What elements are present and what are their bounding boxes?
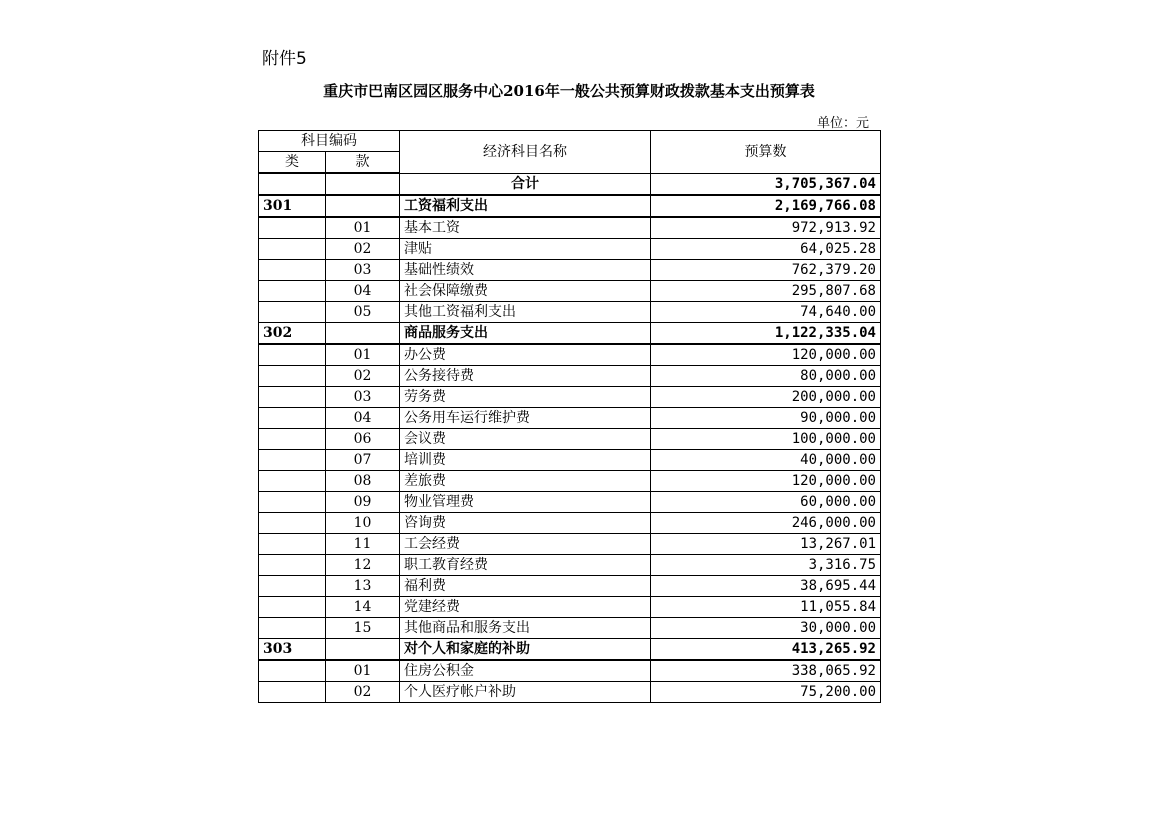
item-kuan: 01 [326,217,400,239]
item-name: 职工教育经费 [400,554,651,575]
group-code: 303 [259,638,326,660]
item-name: 公务用车运行维护费 [400,407,651,428]
item-lei [259,407,326,428]
group-kuan [326,638,400,660]
item-name: 住房公积金 [400,660,651,682]
total-row [259,173,881,195]
item-row [259,512,881,533]
item-row [259,449,881,470]
item-name: 津贴 [400,238,651,259]
item-kuan: 01 [326,344,400,366]
header-subject-code: 科目编码 [259,131,400,152]
item-row [259,470,881,491]
item-kuan: 15 [326,617,400,638]
item-lei [259,660,326,682]
item-name: 个人医疗帐户补助 [400,681,651,702]
group-name: 商品服务支出 [400,322,651,344]
item-amount: 3,316.75 [651,554,881,575]
item-name: 办公费 [400,344,651,366]
item-amount: 246,000.00 [651,512,881,533]
document-title: 重庆市巴南区园区服务中心2016年一般公共预算财政拨款基本支出预算表 [323,82,815,100]
item-amount: 64,025.28 [651,238,881,259]
item-row [259,533,881,554]
item-lei [259,470,326,491]
item-kuan: 04 [326,280,400,301]
item-row [259,280,881,301]
item-lei [259,596,326,617]
group-amount: 1,122,335.04 [651,322,881,344]
item-amount: 80,000.00 [651,365,881,386]
item-amount: 11,055.84 [651,596,881,617]
item-lei [259,280,326,301]
item-row [259,407,881,428]
group-row [259,322,881,344]
item-amount: 100,000.00 [651,428,881,449]
group-row [259,195,881,217]
item-amount: 762,379.20 [651,259,881,280]
item-kuan: 09 [326,491,400,512]
item-name: 劳务费 [400,386,651,407]
total-lei [259,173,326,195]
item-amount: 200,000.00 [651,386,881,407]
item-amount: 972,913.92 [651,217,881,239]
item-amount: 75,200.00 [651,681,881,702]
item-lei [259,301,326,322]
item-lei [259,681,326,702]
item-row [259,428,881,449]
item-name: 基本工资 [400,217,651,239]
item-name: 差旅费 [400,470,651,491]
item-name: 公务接待费 [400,365,651,386]
budget-table [258,130,881,703]
item-lei [259,533,326,554]
group-name: 对个人和家庭的补助 [400,638,651,660]
header-row-1 [259,131,881,152]
unit-label: 单位：元 [816,116,869,131]
item-name: 工会经费 [400,533,651,554]
item-lei [259,217,326,239]
item-kuan: 02 [326,681,400,702]
item-kuan: 01 [326,660,400,682]
item-amount: 74,640.00 [651,301,881,322]
item-amount: 30,000.00 [651,617,881,638]
item-kuan: 11 [326,533,400,554]
item-row [259,301,881,322]
item-lei [259,428,326,449]
item-lei [259,365,326,386]
item-lei [259,617,326,638]
group-code: 302 [259,322,326,344]
item-lei [259,344,326,366]
item-kuan: 03 [326,259,400,280]
item-lei [259,386,326,407]
item-row [259,596,881,617]
item-kuan: 04 [326,407,400,428]
item-kuan: 02 [326,238,400,259]
item-row [259,259,881,280]
item-amount: 13,267.01 [651,533,881,554]
item-kuan: 08 [326,470,400,491]
item-row [259,217,881,239]
item-kuan: 12 [326,554,400,575]
item-lei [259,554,326,575]
item-kuan: 10 [326,512,400,533]
item-amount: 40,000.00 [651,449,881,470]
item-kuan: 06 [326,428,400,449]
item-name: 物业管理费 [400,491,651,512]
item-row [259,365,881,386]
item-lei [259,238,326,259]
item-amount: 338,065.92 [651,660,881,682]
item-lei [259,512,326,533]
item-amount: 90,000.00 [651,407,881,428]
group-row [259,638,881,660]
group-name: 工资福利支出 [400,195,651,217]
item-name: 福利费 [400,575,651,596]
item-name: 培训费 [400,449,651,470]
item-row [259,386,881,407]
item-name: 其他工资福利支出 [400,301,651,322]
item-row [259,238,881,259]
item-name: 基础性绩效 [400,259,651,280]
total-kuan [326,173,400,195]
item-lei [259,491,326,512]
item-amount: 60,000.00 [651,491,881,512]
header-amount: 预算数 [651,131,881,174]
item-row [259,617,881,638]
item-row [259,681,881,702]
item-lei [259,575,326,596]
item-kuan: 03 [326,386,400,407]
header-name: 经济科目名称 [400,131,651,174]
item-kuan: 02 [326,365,400,386]
item-amount: 120,000.00 [651,470,881,491]
item-lei [259,449,326,470]
attachment-label: 附件5 [262,49,307,69]
item-kuan: 07 [326,449,400,470]
total-amount: 3,705,367.04 [651,173,881,195]
item-name: 党建经费 [400,596,651,617]
item-row [259,660,881,682]
item-row [259,491,881,512]
group-kuan [326,195,400,217]
group-kuan [326,322,400,344]
header-kuan: 款 [326,152,400,174]
item-amount: 120,000.00 [651,344,881,366]
item-kuan: 13 [326,575,400,596]
budget-table-body [259,131,881,703]
item-amount: 295,807.68 [651,280,881,301]
item-name: 咨询费 [400,512,651,533]
item-kuan: 14 [326,596,400,617]
item-kuan: 05 [326,301,400,322]
group-code: 301 [259,195,326,217]
group-amount: 413,265.92 [651,638,881,660]
item-name: 其他商品和服务支出 [400,617,651,638]
header-lei: 类 [259,152,326,174]
item-row [259,554,881,575]
item-row [259,344,881,366]
item-name: 会议费 [400,428,651,449]
item-lei [259,259,326,280]
group-amount: 2,169,766.08 [651,195,881,217]
item-amount: 38,695.44 [651,575,881,596]
item-row [259,575,881,596]
item-name: 社会保障缴费 [400,280,651,301]
total-label: 合计 [400,173,651,195]
